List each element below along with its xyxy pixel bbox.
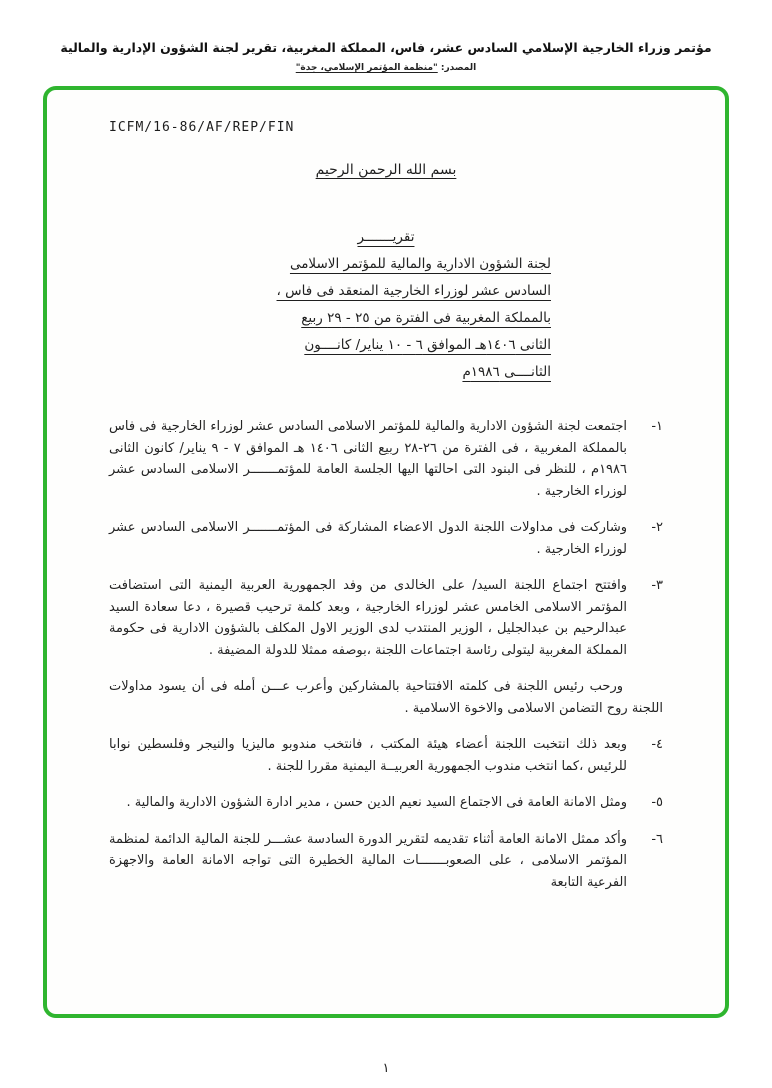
report-title-block xyxy=(221,224,551,386)
report-paragraph-continuation xyxy=(109,676,663,719)
report-paragraph xyxy=(109,829,663,894)
report-paragraph xyxy=(109,734,663,777)
report-title-line: بالمملكة المغربية فى الفترة من ٢٥ - ٢٩ ربيع xyxy=(301,310,551,326)
document-header xyxy=(0,0,772,73)
report-title-line: الثانى ١٤٠٦هـ الموافق ٦ - ١٠ يناير/ كانــــون xyxy=(304,337,551,353)
source-value: "منظمة المؤتمر الإسلامي، جدة" xyxy=(295,63,438,73)
page-number: ١ xyxy=(382,1061,390,1076)
report-title-line: السادس عشر لوزراء الخارجية المنعقد فى فاس ، xyxy=(276,283,551,299)
paragraph-number: ٦- xyxy=(651,831,663,847)
report-title-line: لجنة الشؤون الادارية والمالية للمؤتمر الاسلامى xyxy=(289,256,551,272)
scanned-document-frame xyxy=(43,86,729,1018)
report-title-wrap xyxy=(109,224,663,386)
report-title-line: تقريـــــــر xyxy=(357,229,415,245)
document-header-title: مؤتمر وزراء الخارجية الإسلامي السادس عشر، فاس، المملكة المغربية، تقرير لجنة الشؤون الإدارية والمالية xyxy=(60,40,712,55)
report-paragraph xyxy=(109,517,663,560)
basmala-text: بسم الله الرحمن الرحيم xyxy=(315,162,457,178)
reference-number: ICFM/16-86/AF/REP/FIN xyxy=(109,120,295,135)
paragraph-text: وبعد ذلك انتخبت اللجنة أعضاء هيئة المكتب ، فانتخب مندوبو ماليزيا والنيجر وفلسطين نوابا للرئيس ،كما انتخب مندوب الجمهورية العربيــة اليمنية مقررا للجنة . xyxy=(109,737,627,774)
paragraph-text: اجتمعت لجنة الشؤون الادارية والمالية للمؤتمر الاسلامى السادس عشر لوزراء الخارجية فى فاس بالمملكة المغربية ، فى الفترة من ٢٦-٢٨ ربيع الثانى ١٤٠٦ هـ الموافق ٧ - ٩ يناير/ كانون الثانى ١٩٨٦م ، للنظر فى البنود التى احالتها اليها الجلسة العامة للمؤتمـــــــر الاسلامى السادس عشر لوزراء الخارجية . xyxy=(109,419,627,499)
paragraph-text: ومثل الامانة العامة فى الاجتماع السيد نعيم الدين حسن ، مدير ادارة الشؤون الادارية والمالية . xyxy=(126,795,627,810)
document-source-line xyxy=(0,63,772,73)
basmala-row xyxy=(109,159,663,178)
report-paragraph xyxy=(109,792,663,814)
report-body xyxy=(109,416,663,893)
paragraph-text: ورحب رئيس اللجنة فى كلمته الافتتاحية بالمشاركين وأعرب عـــن أمله فى أن يسود مداولات اللجنة روح التضامن الاسلامى والاخوة الاسلامية . xyxy=(109,679,663,716)
paragraph-number: ٢- xyxy=(651,520,663,535)
paragraph-number: ٥- xyxy=(651,795,663,810)
paragraph-text: وأكد ممثل الامانة العامة أثناء تقديمه لتقرير الدورة السادسة عشـــر للجنة المالية الدائمة لمنظمة المؤتمر الاسلامى ، على الصعوبـــــــات المالية الخطيرة التى تواجه الامانة العامة والاجهزة الفرعية التابعة xyxy=(109,831,627,890)
paragraph-text: وافتتح اجتماع اللجنة السيد/ على الخالدى من وفد الجمهورية العربية اليمنية التى استضافت المؤتمر الاسلامى الخامس عشر لوزراء الخارجية ، وبعد كلمة ترحيب قصيرة ، دعا سعادة السيد عبدالرحيم بن عبدالجليل ، الوزير المنتدب لدى الوزير الاول المكلف بالشؤون الادارية فى حكومة المملكة المغربية ليتولى رئاسة اجتماعات اللجنة ،بوصفه ممثلا للدولة المضيفة . xyxy=(109,578,627,658)
paragraph-number: ٣- xyxy=(651,578,663,593)
report-paragraph xyxy=(109,575,663,661)
paragraph-text: وشاركت فى مداولات اللجنة الدول الاعضاء المشاركة فى المؤتمـــــــر الاسلامى السادس عشر لوزراء الخارجية . xyxy=(109,520,627,557)
report-title-line: الثانــــى ١٩٨٦م xyxy=(462,364,551,380)
report-paragraph xyxy=(109,416,663,502)
source-label: المصدر: xyxy=(440,63,477,73)
paragraph-number: ٤- xyxy=(651,737,663,752)
paragraph-number: ١- xyxy=(651,419,663,434)
